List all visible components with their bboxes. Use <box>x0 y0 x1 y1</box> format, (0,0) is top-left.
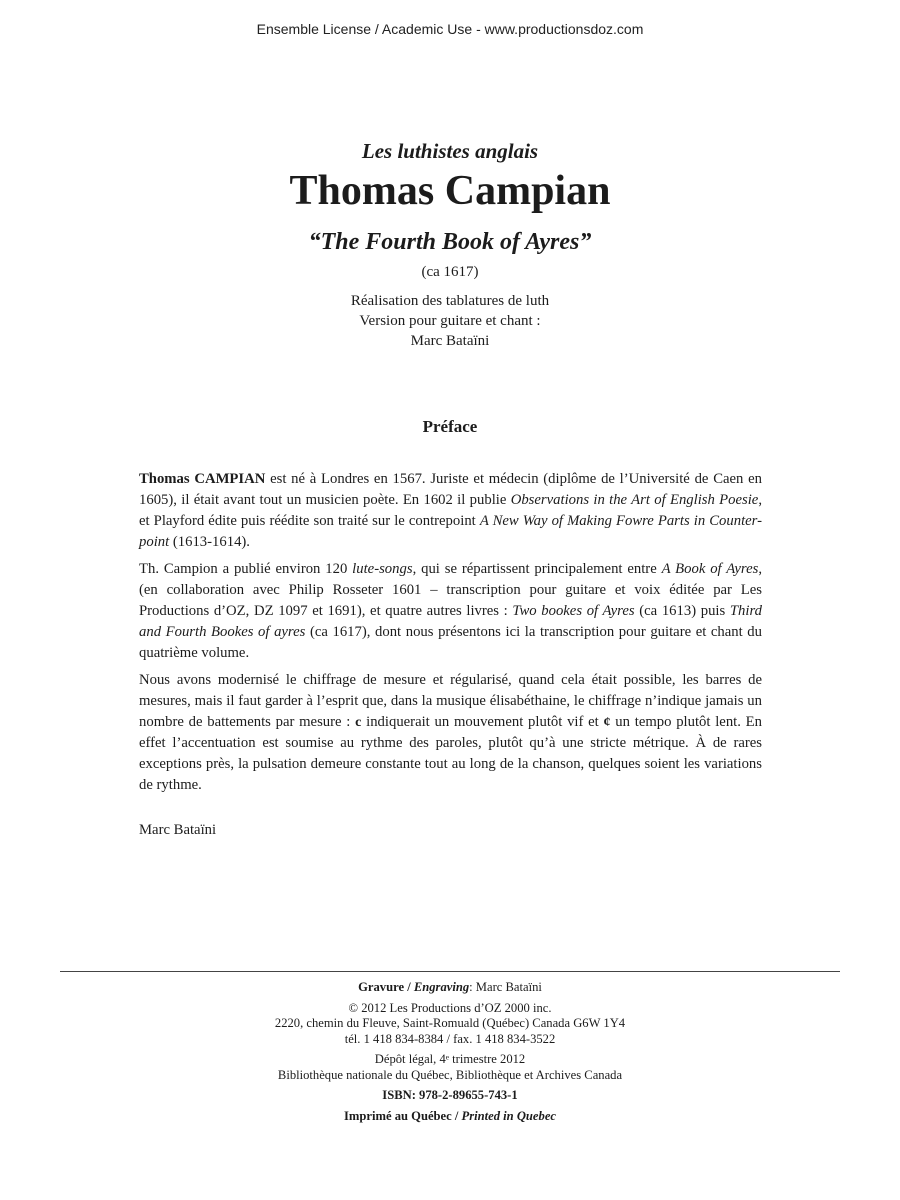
credit-line: Marc Bataïni <box>410 333 490 349</box>
preface-paragraph: Th. Campion a publié environ 120 lute-songs, qui se répartissent principalement entre A Book of Ayres, (en collaboration avec Philip Rosseter 1601 – transcription pour guitare et voix éditée par Les Productions d’OZ, DZ 1097 et 1691), et quatre autres livres : Two bookes of Ayres (ca 1613) puis Third and Fourth Bookes of ayres (ca 1617), dont nous présentons ici la transcription pour guitare et chant du quatrième volume. <box>139 561 762 661</box>
credits <box>0 291 900 351</box>
engraving-credit: Gravure / Engraving: Marc Bataïni <box>358 980 542 994</box>
signature: Marc Bataïni <box>139 822 217 838</box>
cut-time-symbol: ¢ <box>603 715 611 730</box>
preface-paragraph: Nous avons modernisé le chiffrage de mesure et régularisé, quand cela était possible, les barres de mesures, mais il faut garder à l’esprit que, dans la musique élisabéthaine, le chiffrage n’indique jamais un nombre de battements par mesure : c indiquerait un mouvement plutôt vif et ¢ un tempo plutôt lent. En effet l’accentuation est soumise au rythme des paroles, plutôt qu’à une stricte métrique. À de rares exceptions près, la pulsation demeure constante tout au long de la chanson, quelques soient les variations de rythme. <box>139 672 762 793</box>
divider <box>60 971 840 972</box>
isbn: ISBN: 978-2-89655-743-1 <box>382 1088 518 1102</box>
work-title: “The Fourth Book of Ayres” <box>308 229 592 255</box>
common-time-symbol: c <box>355 715 362 730</box>
copyright: © 2012 Les Productions d’OZ 2000 inc. <box>348 1000 552 1015</box>
composer-name: Thomas Campian <box>289 168 611 214</box>
legal-deposit: Dépôt légal, 4ᵉ trimestre 2012 <box>374 1052 526 1066</box>
preface-body <box>139 469 762 802</box>
series-title: Les luthistes anglais <box>361 139 539 163</box>
preface-heading: Préface <box>422 417 478 436</box>
license-header: Ensemble License / Academic Use - www.productionsdoz.com <box>256 21 644 37</box>
publisher-phone: tél. 1 418 834-8384 / fax. 1 418 834-3522 <box>344 1031 556 1046</box>
preface-paragraph: Thomas CAMPIAN est né à Londres en 1567. Juriste et médecin (diplôme de l’Université de Caen en 1605), il était avant tout un musicien poète. En 1602 il publie Observations in the Art of English Poesie, et Playford édite puis réédite son traité sur le contrepoint A New Way of Making Fowre Parts in Counter-point (1613-1614). <box>139 471 763 550</box>
credit-line: Réalisation des tablatures de luth <box>350 293 550 309</box>
credit-line: Version pour guitare et chant : <box>359 313 541 329</box>
libraries: Bibliothèque nationale du Québec, Bibliothèque et Archives Canada <box>277 1067 623 1082</box>
printed-in: Imprimé au Québec / Printed in Quebec <box>344 1108 556 1123</box>
work-date: (ca 1617) <box>421 264 479 280</box>
title-block <box>0 138 900 351</box>
composer-name-bold: Thomas CAMPIAN <box>139 471 266 487</box>
publisher-address: 2220, chemin du Fleuve, Saint-Romuald (Québec) Canada G6W 1Y4 <box>274 1016 626 1030</box>
colophon <box>0 980 900 1124</box>
